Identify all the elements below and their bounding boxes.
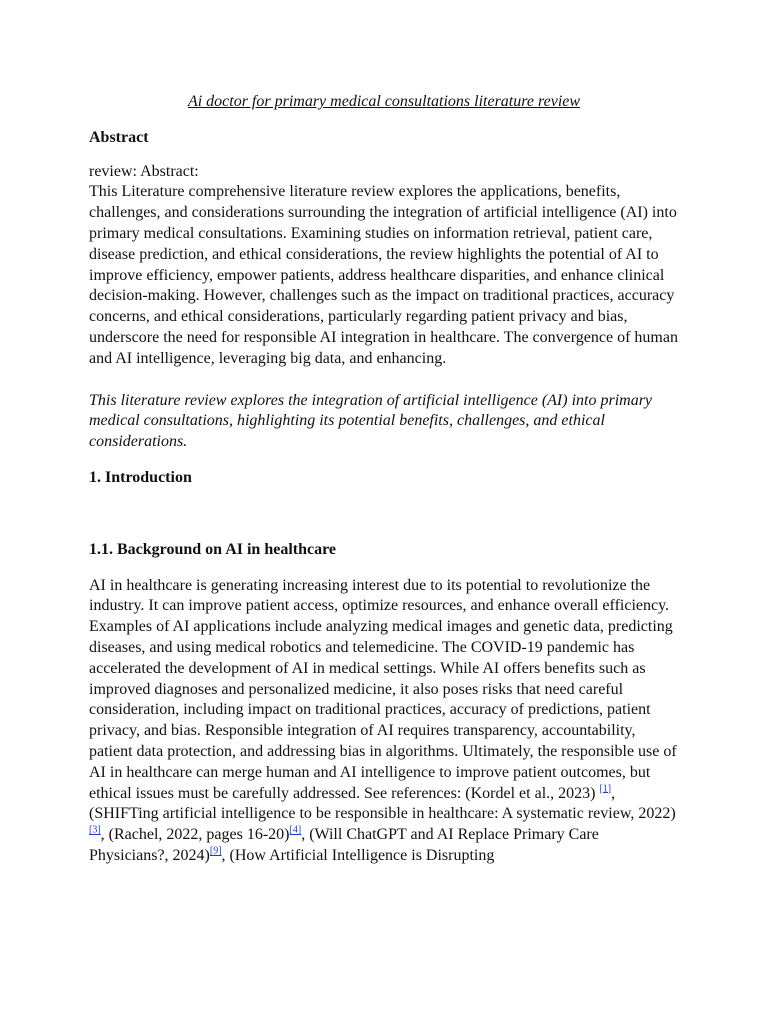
- document-page: [89, 92, 679, 867]
- reference-text-3: , (Will ChatGPT and AI Replace Primary Care Physicians?, 2024): [89, 826, 599, 864]
- reference-link-9[interactable]: [9]: [209, 845, 222, 857]
- introduction-heading: 1. Introduction: [89, 468, 192, 486]
- background-paragraph: [89, 576, 679, 867]
- reference-link-4[interactable]: [4]: [289, 824, 302, 836]
- reference-text-4: , (How Artificial Intelligence is Disrupting: [221, 846, 495, 864]
- abstract-body: This Literature comprehensive literature review explores the applications, benefits, challenges, and considerations surrounding the integration of artificial intelligence (AI) into primary medical consultations. Examining studies on information retrieval, patient care, disease prediction, and ethical considerations, the review highlights the potential of AI to improve efficiency, empower patients, address healthcare disparities, and enhance clinical decision-making. However, challenges such as the impact on traditional practices, accuracy concerns, and ethical considerations, particularly regarding patient privacy and bias, underscore the need for responsible AI integration in healthcare. The convergence of human and AI intelligence, leveraging big data, and enhancing.: [89, 183, 678, 367]
- italic-summary: This literature review explores the integration of artificial intelligence (AI) into primary medical consultations, highlighting its potential benefits, challenges, and ethical considerations.: [89, 391, 653, 451]
- reference-text-1: , (SHIFTing artificial intelligence to be responsible in healthcare: A systematic review, 2022): [89, 784, 676, 823]
- reference-text-2: , (Rachel, 2022, pages 16-20): [100, 826, 290, 844]
- background-heading: 1.1. Background on AI in healthcare: [89, 540, 337, 558]
- reference-link-3[interactable]: [3]: [89, 824, 101, 836]
- document-title: Ai doctor for primary medical consultations literature review: [187, 93, 581, 110]
- reference-link-1[interactable]: [1]: [599, 783, 612, 795]
- abstract-lead: review: Abstract:: [89, 162, 199, 180]
- background-body-text: AI in healthcare is generating increasing interest due to its potential to revolutionize the industry. It can improve patient access, optimize resources, and enhance overall efficiency. Examples of AI applications include analyzing medical images and genetic data, predicting diseases, and using medical robotics and telemedicine. The COVID-19 pandemic has accelerated the development of AI in medical settings. While AI offers benefits such as improved diagnoses and personalized medicine, it also poses risks that need careful consideration, including impact on traditional practices, accuracy of predictions, patient privacy, and bias. Responsible integration of AI requires transparency, accountability, patient data protection, and addressing bias in algorithms. Ultimately, the responsible use of AI in healthcare can merge human and AI intelligence to improve patient outcomes, but ethical issues must be carefully addressed. See references: (Kordel et al., 2023): [89, 576, 677, 802]
- abstract-heading: Abstract: [89, 128, 149, 146]
